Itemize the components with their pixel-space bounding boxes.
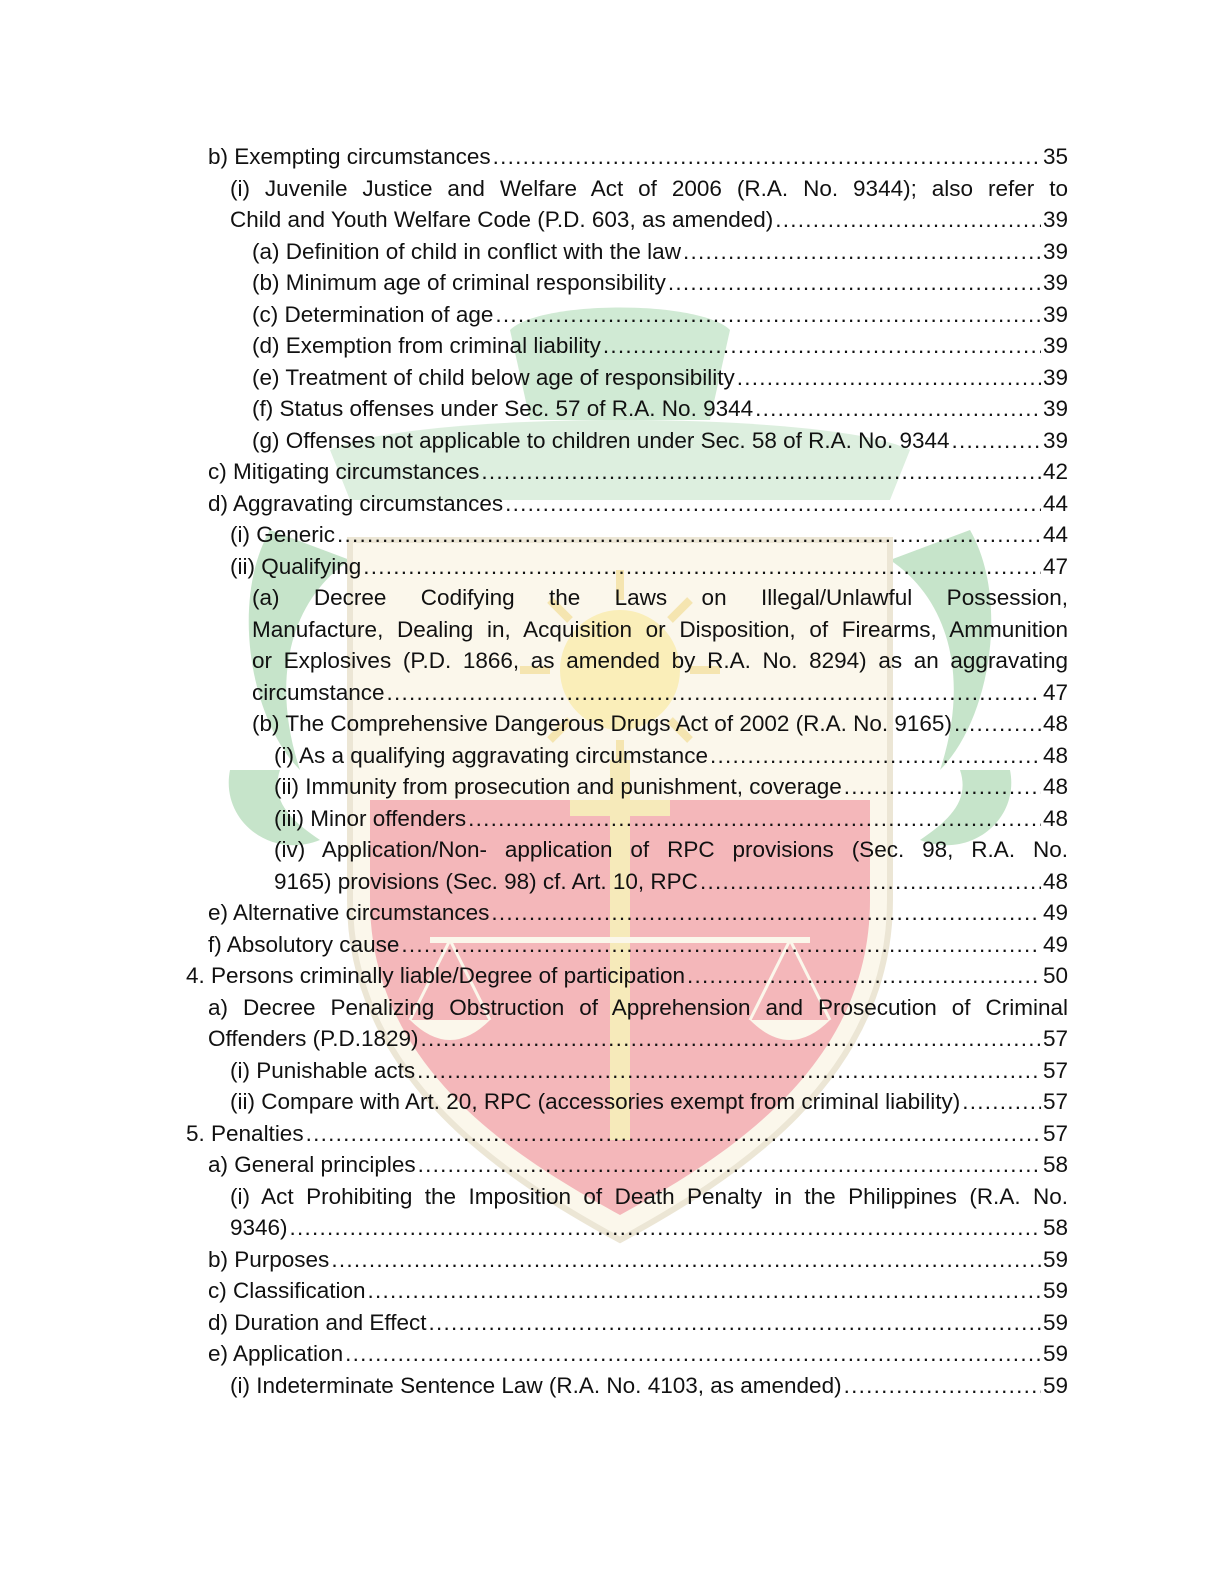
toc-entry-title: 9346) xyxy=(230,1215,288,1240)
dot-leader xyxy=(844,1370,1041,1402)
toc-entry[interactable] xyxy=(230,1086,1068,1118)
toc-page-number: 39 xyxy=(1042,396,1068,421)
toc-entry-title: c) Classification xyxy=(208,1278,366,1303)
toc-entry[interactable] xyxy=(208,1244,1068,1276)
toc-entry[interactable] xyxy=(252,330,1068,362)
toc-entry[interactable] xyxy=(252,236,1068,268)
toc-entry-line: (iv) Application/Non- application of RPC provisions (Sec. 98, R.A. No. xyxy=(274,837,1068,862)
dot-leader xyxy=(428,1307,1041,1339)
toc-entry-title: c) Mitigating circumstances xyxy=(208,459,480,484)
toc-page-number: 48 xyxy=(1042,805,1068,831)
toc-entry[interactable] xyxy=(230,519,1068,551)
toc-page-number: 59 xyxy=(1042,1278,1068,1303)
toc-entry[interactable] xyxy=(208,992,1068,1055)
toc-entry-title: (ii) Qualifying xyxy=(230,553,362,579)
toc-entry-title: 9165) provisions (Sec. 98) cf. Art. 10, RPC xyxy=(274,868,698,894)
toc-entry[interactable] xyxy=(208,1338,1068,1370)
dot-leader xyxy=(345,1338,1041,1370)
toc-entry[interactable] xyxy=(208,1275,1068,1307)
toc-page-number: 44 xyxy=(1042,522,1068,547)
toc-entry[interactable] xyxy=(230,1055,1068,1087)
toc-page-number: 57 xyxy=(1042,1057,1068,1083)
toc-entry-line: a) Decree Penalizing Obstruction of Apprehension and Prosecution of Criminal xyxy=(208,994,1068,1020)
toc-entry[interactable] xyxy=(230,173,1068,236)
toc-page-number: 48 xyxy=(1042,774,1068,799)
dot-leader xyxy=(418,1149,1041,1181)
dot-leader xyxy=(755,393,1041,425)
toc-entry[interactable] xyxy=(208,1307,1068,1339)
dot-leader xyxy=(683,236,1041,268)
toc-page-number: 58 xyxy=(1042,1152,1068,1177)
dot-leader xyxy=(668,267,1041,299)
toc-entry-title: (c) Determination of age xyxy=(252,301,494,327)
dot-leader xyxy=(290,1212,1041,1244)
toc-page-number: 39 xyxy=(1042,364,1068,390)
toc-entry-title: (iii) Minor offenders xyxy=(274,805,467,831)
toc-page-number: 42 xyxy=(1042,459,1068,484)
toc-entry-title: (i) Punishable acts xyxy=(230,1057,416,1083)
toc-page-number: 57 xyxy=(1042,1089,1068,1114)
toc-page-number: 59 xyxy=(1042,1372,1068,1398)
toc-entry-title: (b) Minimum age of criminal responsibility xyxy=(252,270,666,295)
dot-leader xyxy=(687,960,1041,992)
toc-entry[interactable] xyxy=(208,1149,1068,1181)
toc-page-number: 39 xyxy=(1042,270,1068,295)
toc-page-number: 59 xyxy=(1042,1309,1068,1335)
dot-leader xyxy=(337,519,1041,551)
dot-leader xyxy=(468,803,1041,835)
dot-leader xyxy=(387,677,1041,709)
dot-leader xyxy=(737,362,1041,394)
dot-leader xyxy=(495,299,1041,331)
toc-page-number: 50 xyxy=(1042,963,1068,988)
toc-entry-title: (i) Indeterminate Sentence Law (R.A. No. 4103, as amended) xyxy=(230,1372,842,1398)
toc-entry-line: (i) Juvenile Justice and Welfare Act of 2006 (R.A. No. 9344); also refer to xyxy=(230,175,1068,201)
table-of-contents xyxy=(0,141,1224,1401)
toc-entry[interactable] xyxy=(230,1181,1068,1244)
dot-leader xyxy=(306,1118,1041,1150)
toc-page-number: 44 xyxy=(1042,490,1068,516)
toc-entry[interactable] xyxy=(230,1370,1068,1402)
toc-entry-line: (i) Act Prohibiting the Imposition of Death Penalty in the Philippines (R.A. No. xyxy=(230,1183,1068,1209)
toc-page-number: 59 xyxy=(1042,1341,1068,1366)
toc-entry-title: (i) Generic xyxy=(230,522,336,547)
toc-page-number: 49 xyxy=(1042,900,1068,925)
toc-entry[interactable] xyxy=(208,897,1068,929)
toc-entry-title: (g) Offenses not applicable to children under Sec. 58 of R.A. No. 9344 xyxy=(252,427,950,453)
toc-entry[interactable] xyxy=(230,551,1068,583)
toc-page-number: 39 xyxy=(1042,333,1068,358)
toc-entry-title: (ii) Compare with Art. 20, RPC (accessories exempt from criminal liability) xyxy=(230,1089,961,1114)
toc-entry-title: f) Absolutory cause xyxy=(208,931,400,957)
dot-leader xyxy=(952,425,1041,457)
dot-leader xyxy=(962,1086,1041,1118)
toc-page-number: 35 xyxy=(1042,144,1068,169)
dot-leader xyxy=(710,740,1041,772)
dot-leader xyxy=(368,1275,1041,1307)
toc-entry-title: b) Purposes xyxy=(208,1246,330,1272)
toc-entry-title: Child and Youth Welfare Code (P.D. 603, as amended) xyxy=(230,207,774,232)
dot-leader xyxy=(700,866,1041,898)
dot-leader xyxy=(775,204,1041,236)
toc-page-number: 39 xyxy=(1042,238,1068,264)
toc-entry[interactable] xyxy=(252,267,1068,299)
dot-leader xyxy=(331,1244,1041,1276)
dot-leader xyxy=(954,708,1041,740)
toc-entry-title: (f) Status offenses under Sec. 57 of R.A. No. 9344 xyxy=(252,396,754,421)
toc-entry-title: circumstance xyxy=(252,679,385,705)
toc-page-number: 57 xyxy=(1042,1026,1068,1051)
toc-entry-title: 4. Persons criminally liable/Degree of participation xyxy=(186,963,685,988)
dot-leader xyxy=(363,551,1041,583)
toc-entry-line: or Explosives (P.D. 1866, as amended by R.A. No. 8294) as an aggravating xyxy=(252,648,1068,673)
dot-leader xyxy=(491,897,1041,929)
toc-page-number: 47 xyxy=(1042,553,1068,579)
dot-leader xyxy=(844,771,1041,803)
toc-page-number: 47 xyxy=(1042,679,1068,705)
dot-leader xyxy=(493,141,1041,173)
toc-entry[interactable] xyxy=(208,456,1068,488)
toc-entry-title: (a) Definition of child in conflict with the law xyxy=(252,238,681,264)
toc-entry-title: (d) Exemption from criminal liability xyxy=(252,333,601,358)
toc-entry-title: (b) The Comprehensive Dangerous Drugs Act of 2002 (R.A. No. 9165) xyxy=(252,711,952,736)
toc-entry[interactable] xyxy=(186,1118,1068,1150)
toc-entry-title: Offenders (P.D.1829) xyxy=(208,1026,419,1051)
toc-page-number: 59 xyxy=(1042,1246,1068,1272)
toc-entry[interactable] xyxy=(274,803,1068,835)
toc-entry[interactable] xyxy=(186,960,1068,992)
toc-entry-title: a) General principles xyxy=(208,1152,416,1177)
toc-entry-title: e) Application xyxy=(208,1341,344,1366)
toc-page-number: 48 xyxy=(1042,711,1068,736)
toc-page-number: 48 xyxy=(1042,868,1068,894)
toc-entry-title: (ii) Immunity from prosecution and punishment, coverage xyxy=(274,774,842,799)
toc-page-number: 48 xyxy=(1042,742,1068,768)
toc-entry[interactable] xyxy=(252,582,1068,708)
dot-leader xyxy=(505,488,1041,520)
dot-leader xyxy=(603,330,1041,362)
toc-entry[interactable] xyxy=(252,299,1068,331)
toc-entry-title: (i) As a qualifying aggravating circumstance xyxy=(274,742,708,768)
toc-entry[interactable] xyxy=(208,488,1068,520)
toc-entry[interactable] xyxy=(274,740,1068,772)
toc-page-number: 39 xyxy=(1042,301,1068,327)
toc-entry-title: d) Duration and Effect xyxy=(208,1309,427,1335)
toc-entry[interactable] xyxy=(252,362,1068,394)
toc-entry[interactable] xyxy=(208,141,1068,173)
toc-entry[interactable] xyxy=(252,393,1068,425)
toc-entry[interactable] xyxy=(208,929,1068,961)
toc-entry-title: e) Alternative circumstances xyxy=(208,900,490,925)
toc-entry-line: Manufacture, Dealing in, Acquisition or Disposition, of Firearms, Ammunition xyxy=(252,616,1068,642)
toc-page-number: 39 xyxy=(1042,207,1068,232)
dot-leader xyxy=(481,456,1041,488)
dot-leader xyxy=(417,1055,1041,1087)
dot-leader xyxy=(401,929,1041,961)
toc-page-number: 39 xyxy=(1042,427,1068,453)
toc-entry-title: 5. Penalties xyxy=(186,1120,304,1146)
toc-entry-title: d) Aggravating circumstances xyxy=(208,490,504,516)
toc-entry-title: b) Exempting circumstances xyxy=(208,144,491,169)
toc-entry[interactable] xyxy=(252,425,1068,457)
toc-entry[interactable] xyxy=(274,771,1068,803)
toc-page-number: 49 xyxy=(1042,931,1068,957)
toc-page-number: 57 xyxy=(1042,1120,1068,1146)
toc-entry[interactable] xyxy=(252,708,1068,740)
toc-entry-title: (e) Treatment of child below age of responsibility xyxy=(252,364,735,390)
toc-page-number: 58 xyxy=(1042,1215,1068,1240)
toc-entry[interactable] xyxy=(274,834,1068,897)
dot-leader xyxy=(421,1023,1041,1055)
toc-entry-line: (a) Decree Codifying the Laws on Illegal/Unlawful Possession, xyxy=(252,585,1068,610)
